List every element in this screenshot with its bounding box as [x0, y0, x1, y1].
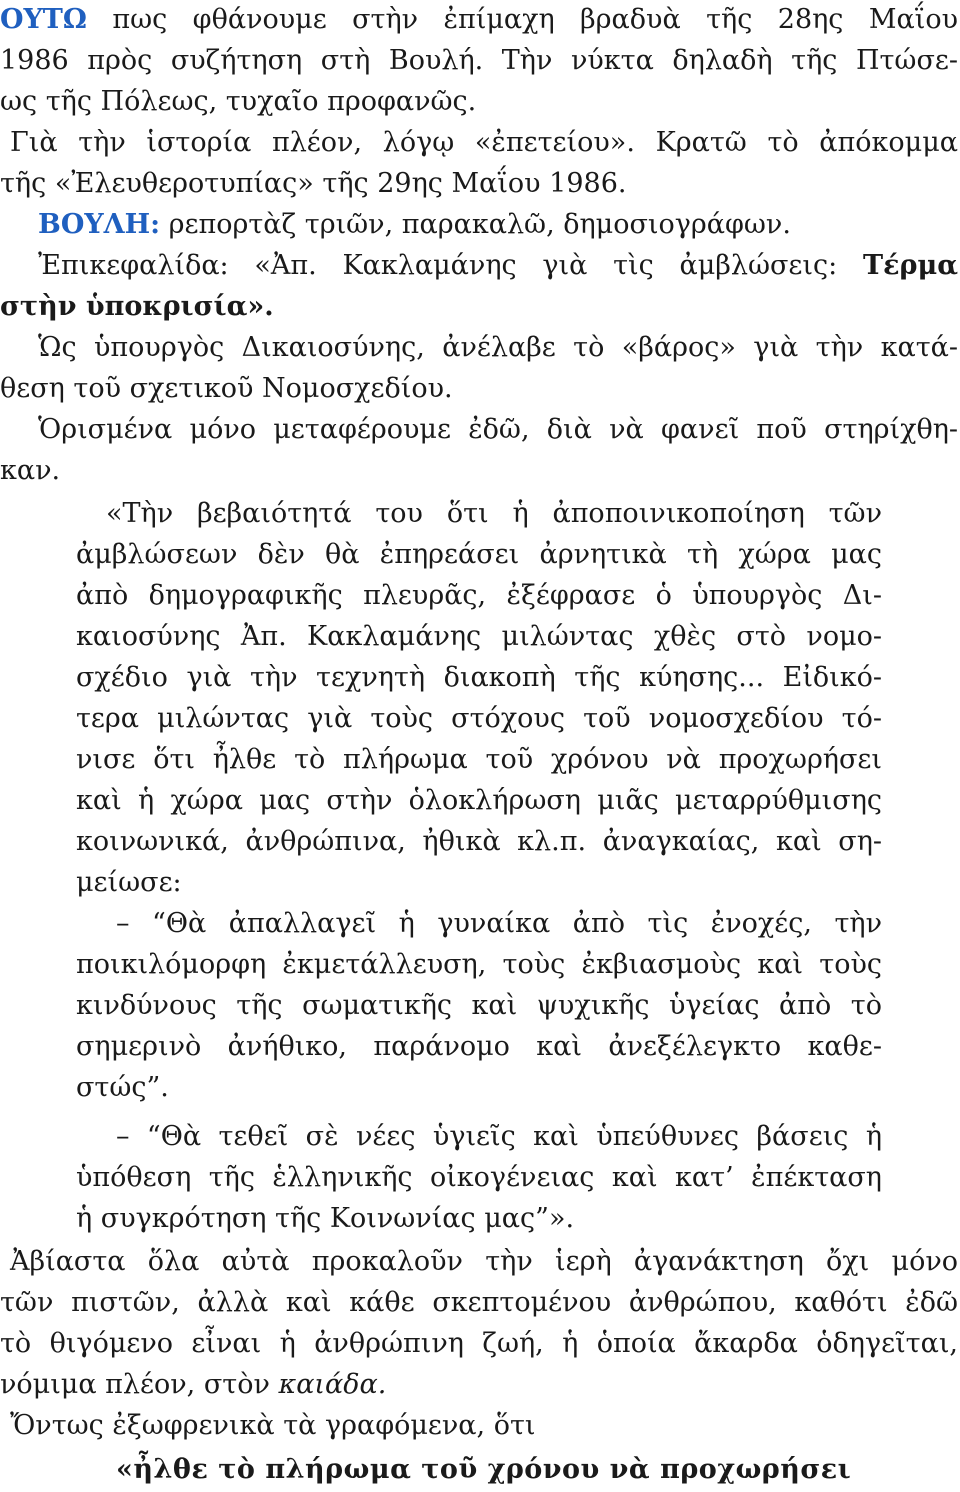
quote-line: ἡ συγκρότηση τῆς Κοινωνίας μας”».: [76, 1203, 575, 1234]
section-label: ΒΟΥΛΗ:: [38, 209, 161, 240]
headline-bold: στὴν ὑποκρισία».: [0, 291, 274, 322]
quote-line: καιοσύνης Ἀπ. Κακλαμάνης μιλώντας χθὲς στὸ νομο-: [76, 621, 882, 652]
quote-line: σημερινὸ ἀνήθικο, παράνομο καὶ ἀνεξέλεγκτο καθε-: [76, 1031, 882, 1062]
text-line: τῶν πιστῶν, ἀλλὰ καὶ κάθε σκεπτομένου ἀνθρώπου, καθότι ἐδῶ: [0, 1287, 958, 1318]
text-line: [38, 207, 791, 243]
text-line: τῆς «Ἐλευθεροτυπίας» τῆς 29ης Μαΐου 1986.: [0, 168, 627, 199]
quote-line: σχέδιο γιὰ τὴν τεχνητὴ διακοπὴ τῆς κύησης... Εἰδικό-: [76, 662, 882, 693]
quote-line: «Τὴν βεβαιότητά του ὅτι ἡ ἀποποινικοποίηση τῶν: [106, 498, 882, 529]
line-text: πως φθάνουμε στὴν ἐπίμαχη βραδυὰ τῆς 28ης Μαΐου: [112, 4, 958, 35]
quote-line: ποικιλόμορφη ἐκμετάλλευση, τοὺς ἐκβιασμοὺς καὶ τοὺς: [76, 949, 882, 980]
quote-line: – “Θὰ ἀπαλλαγεῖ ἡ γυναίκα ἀπὸ τὶς ἐνοχές, τὴν: [116, 908, 882, 939]
text-line: Ἀβίαστα ὅλα αὐτὰ προκαλοῦν τὴν ἱερὴ ἀγανάκτηση ὄχι μόνο: [10, 1246, 958, 1277]
text-line: [38, 248, 958, 284]
text-line: τὸ θιγόμενο εἶναι ἡ ἀνθρώπινη ζωή, ἡ ὁποία ἄκαρδα ὁδηγεῖται,: [0, 1328, 958, 1359]
quote-line: – “Θὰ τεθεῖ σὲ νέες ὑγιεῖς καὶ ὑπεύθυνες βάσεις ἡ: [116, 1121, 882, 1152]
quote-line: τερα μιλώντας γιὰ τοὺς στόχους τοῦ νομοσχεδίου τό-: [76, 703, 882, 734]
line-text: Ἐπικεφαλίδα: «Ἀπ. Κακλαμάνης γιὰ τὶς ἀμβλώσεις:: [38, 250, 838, 281]
text-line: Ὄντως ἐξωφρενικὰ τὰ γραφόμενα, ὅτι: [10, 1410, 536, 1441]
line-text: ρεπορτὰζ τριῶν, παρακαλῶ, δημοσιογράφων.: [168, 209, 791, 240]
text-line: Ὡς ὑπουργὸς Δικαιοσύνης, ἀνέλαβε τὸ «βάρος» γιὰ τὴν κατά-: [38, 332, 958, 363]
quote-line: κοινωνικά, ἀνθρώπινα, ἠθικὰ κλ.π. ἀναγκαίας, καὶ ση-: [76, 826, 882, 857]
quote-line: κινδύνους τῆς σωματικῆς καὶ ψυχικῆς ὑγείας ἀπὸ τὸ: [76, 990, 882, 1021]
bold-quote-line: «ἦλθε τὸ πλήρωμα τοῦ χρόνου νὰ προχωρήσει: [116, 1454, 852, 1485]
text-line: 1986 πρὸς συζήτηση στὴ Βουλή. Τὴν νύκτα δηλαδὴ τῆς Πτώσε-: [0, 45, 958, 76]
quote-line: ἀπὸ δημογραφικῆς πλευρᾶς, ἐξέφρασε ὁ ὑπουργὸς Δι-: [76, 580, 882, 611]
line-text: νόμιμα πλέον, στὸν: [0, 1369, 270, 1400]
quote-line: καὶ ἡ χώρα μας στὴν ὁλοκλήρωση μιᾶς μεταρρύθμισης: [76, 785, 882, 816]
quote-line: ὑπόθεση τῆς ἑλληνικῆς οἰκογένειας καὶ κατ’ ἐπέκταση: [76, 1162, 882, 1193]
text-line: [0, 1367, 386, 1403]
quote-line: ἀμβλώσεων δὲν θὰ ἐπηρεάσει ἀρνητικὰ τὴ χώρα μας: [76, 539, 882, 570]
text-line: Γιὰ τὴν ἱστορία πλέον, λόγῳ «ἐπετείου». Κρατῶ τὸ ἀπόκομμα: [10, 127, 958, 158]
text-line: Ὁρισμένα μόνο μεταφέρουμε ἐδῶ, διὰ νὰ φανεῖ ποῦ στηρίχθη-: [38, 414, 958, 445]
text-line: ως τῆς Πόλεως, τυχαῖο προφανῶς.: [0, 86, 477, 117]
text-line: καν.: [0, 455, 61, 486]
text-line: [0, 2, 958, 38]
italic-word: καιάδα.: [278, 1369, 387, 1400]
quote-line: νισε ὅτι ἦλθε τὸ πλήρωμα τοῦ χρόνου νὰ προχωρήσει: [76, 744, 882, 775]
lead-word: ΟΥΤΩ: [0, 4, 87, 35]
quote-line: στώς”.: [76, 1072, 169, 1103]
headline-bold: Τέρμα: [862, 250, 958, 281]
text-line: θεση τοῦ σχετικοῦ Νομοσχεδίου.: [0, 373, 453, 404]
quote-line: μείωσε:: [76, 867, 182, 898]
